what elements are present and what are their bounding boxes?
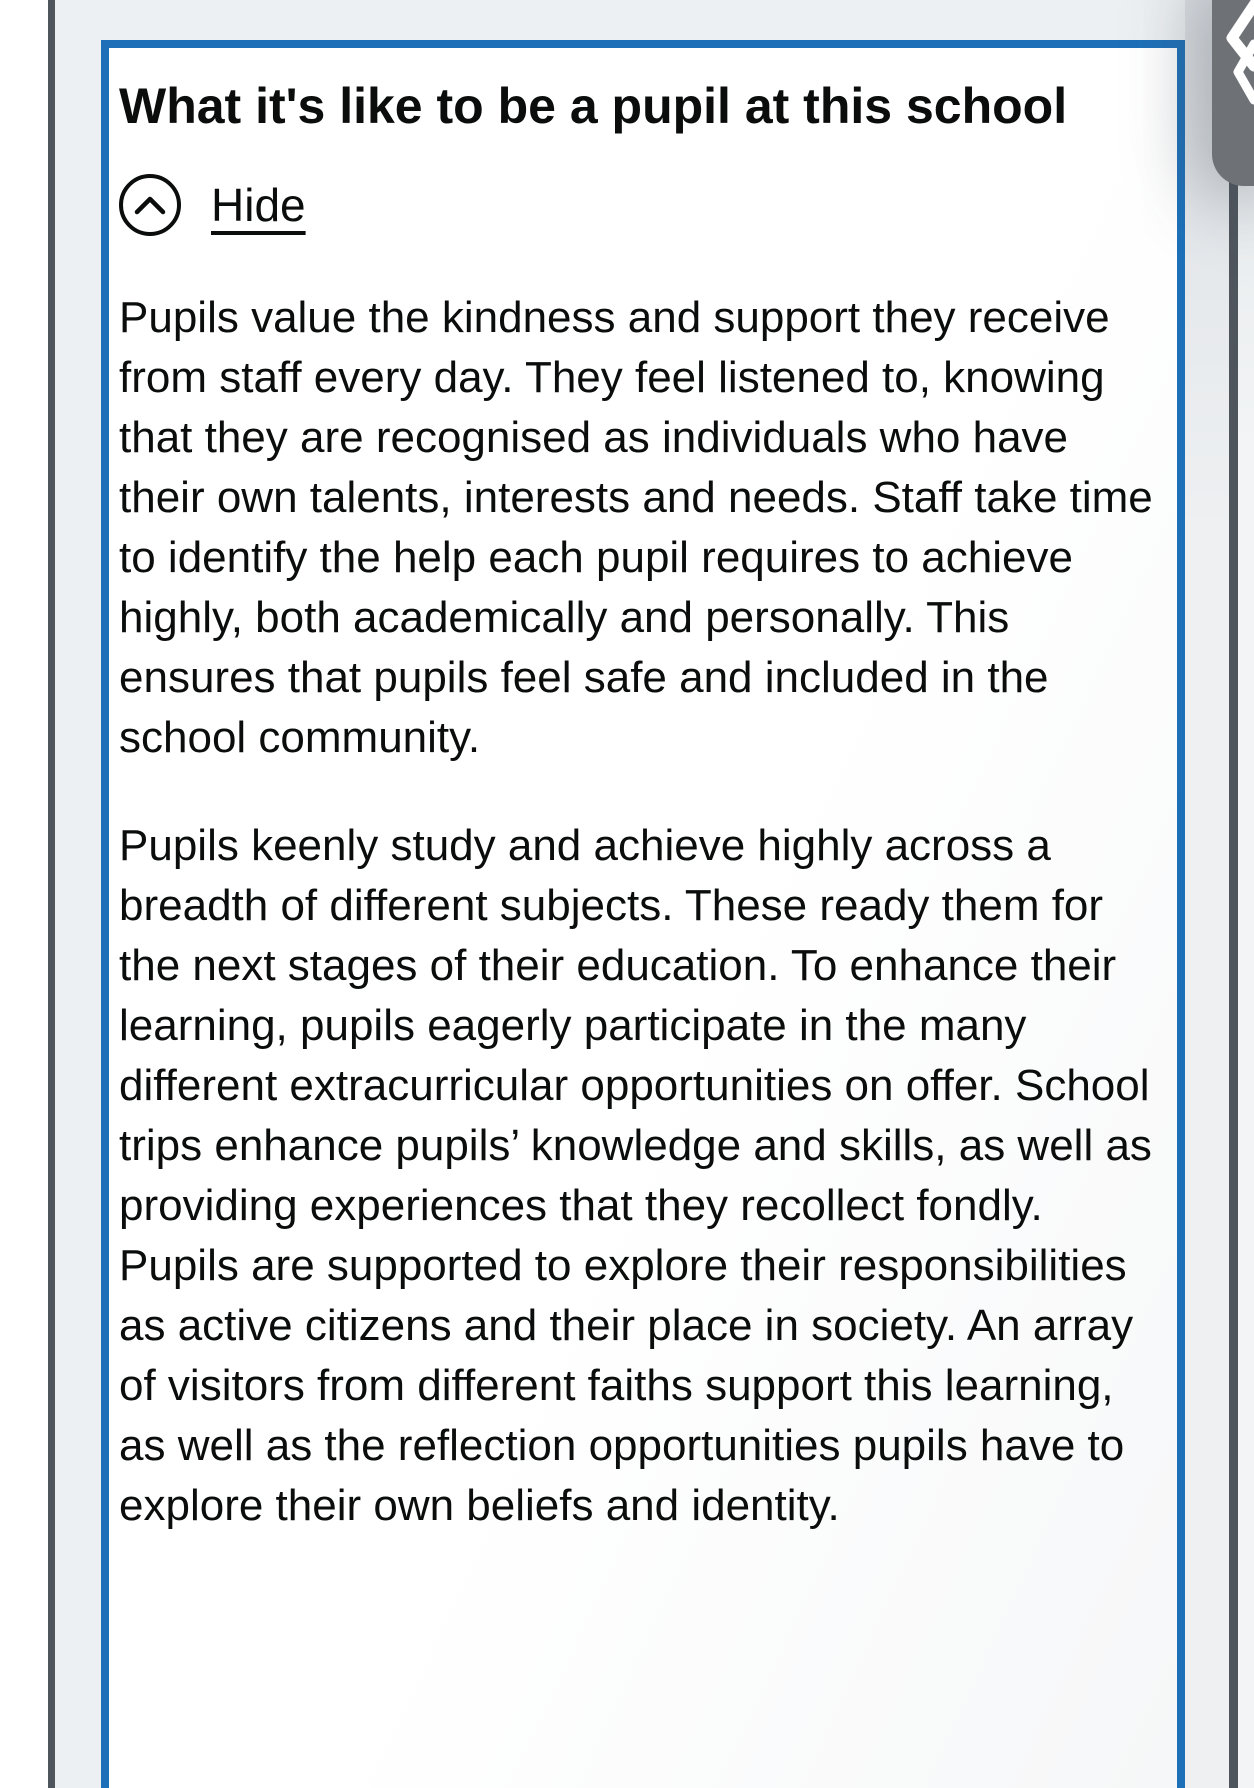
chevron-left-icon xyxy=(1212,0,1254,186)
paragraph-2: Pupils keenly study and achieve highly across a breadth of different subjects. These ready them for the next stages of their education. To enhance their learning, pupils eagerly participate in the many different extracurricular opportunities on offer. School trips enhance pupils’ knowledge and skills, as well as providing experiences that they recollect fondly. Pupils are supported to explore their responsibilities as active citizens and their place in society. An array of visitors from different faiths support this learning, as well as the reflection opportunities pupils have to explore their own beliefs and identity. xyxy=(119,821,1152,1530)
right-edge-strip xyxy=(1238,0,1254,1788)
hide-toggle-label: Hide xyxy=(211,179,306,231)
left-margin xyxy=(0,0,48,1788)
paragraph-1: Pupils value the kindness and support they receive from staff every day. They feel listened to, knowing that they are recognised as individuals who have their own talents, interests and needs. Staff take time to identify the help each pupil requires to achieve highly, both academically and personally. This ensures that pupils feel safe and included in the school community. xyxy=(119,293,1153,762)
right-gutter xyxy=(1185,0,1229,1788)
section-heading: What it's like to be a pupil at this school xyxy=(119,78,1068,134)
floating-chevron-button[interactable] xyxy=(1212,0,1254,186)
chevron-up-circle-icon xyxy=(119,174,181,236)
section-panel xyxy=(101,40,1185,1788)
hide-toggle[interactable] xyxy=(119,174,306,236)
right-frame-rail xyxy=(1229,0,1238,1788)
left-frame-rail xyxy=(48,0,55,1788)
